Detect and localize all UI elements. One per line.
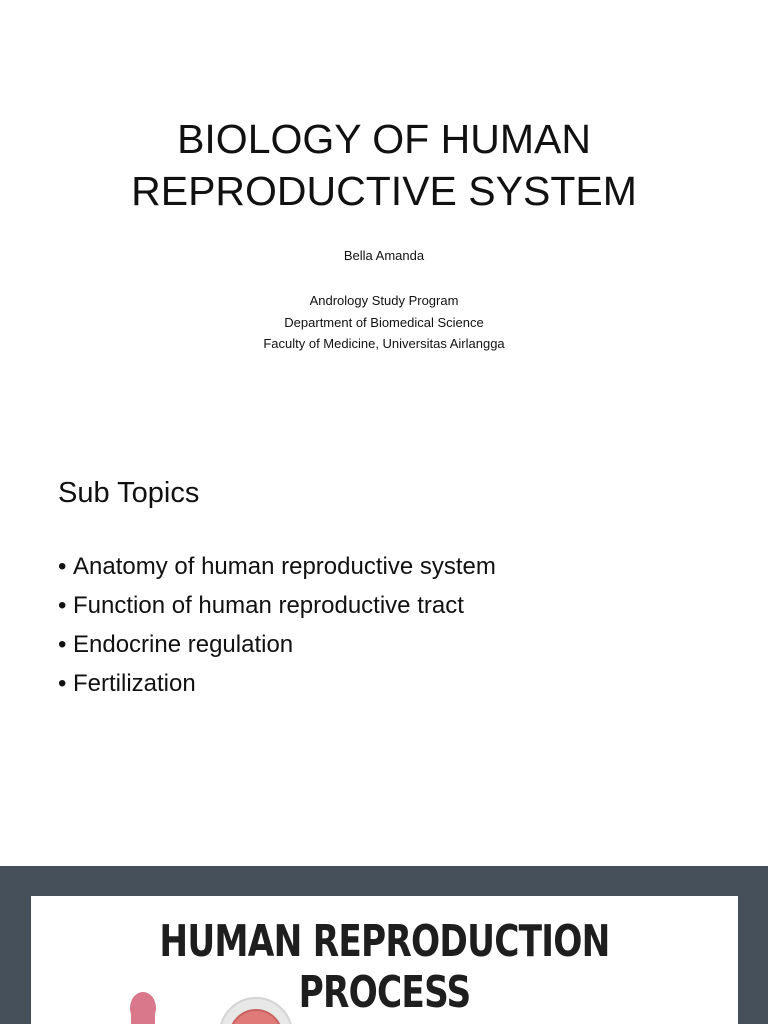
female-figure-icon xyxy=(123,990,163,1024)
title-line-2: REPRODUCTIVE SYSTEM xyxy=(131,168,637,214)
bullet-icon: • xyxy=(58,592,67,619)
bullet-icon: • xyxy=(58,553,67,580)
presentation-title xyxy=(0,113,768,217)
process-slide xyxy=(0,866,768,1024)
list-item xyxy=(58,625,496,664)
list-item xyxy=(58,664,496,703)
title-slide xyxy=(0,0,768,430)
list-item xyxy=(58,586,496,625)
affiliation-block xyxy=(0,290,768,355)
bullet-icon: • xyxy=(58,670,67,697)
title-line-1: BIOLOGY OF HUMAN xyxy=(177,116,591,162)
infographic-panel xyxy=(31,896,738,1024)
list-item-text: Function of human reproductive tract xyxy=(73,592,464,619)
bullet-icon: • xyxy=(58,631,67,658)
subtopics-slide xyxy=(0,430,768,866)
list-item-text: Fertilization xyxy=(73,670,196,697)
subtopics-list xyxy=(58,547,496,703)
author-name: Bella Amanda xyxy=(343,248,425,263)
list-item-text: Endocrine regulation xyxy=(73,631,294,658)
affiliation-line: Faculty of Medicine, Universitas Airlangga xyxy=(263,336,505,351)
list-item xyxy=(58,547,496,586)
subtopics-heading: Sub Topics xyxy=(58,477,200,509)
affiliation-line: Andrology Study Program xyxy=(309,293,459,308)
list-item-text: Anatomy of human reproductive system xyxy=(73,553,496,580)
affiliation-line: Department of Biomedical Science xyxy=(284,314,484,330)
infographic-title: HUMAN REPRODUCTION PROCESS xyxy=(159,916,610,1018)
egg-cell-icon xyxy=(219,996,293,1024)
